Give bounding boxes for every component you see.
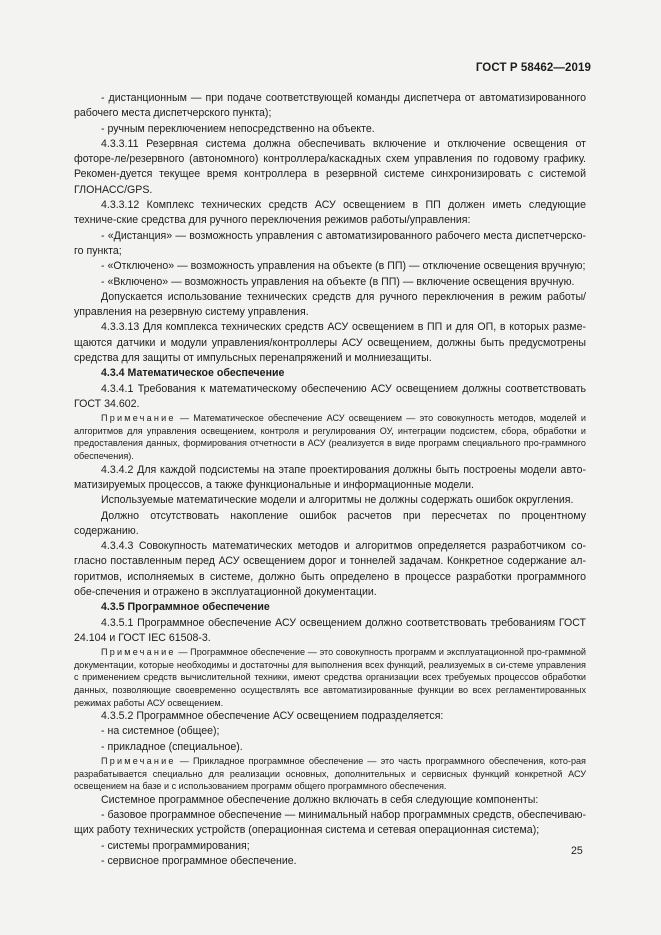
list-item: - системы программирования; — [101, 839, 250, 852]
note-text: — Прикладное программное обеспечение — это часть программного обеспечения, кото-рая разрабатывается специально для реализации основных, дополнительных и сервисных функций конкретной АСУ освещением на базе и с использованием программ общего программного обеспечения. — [74, 756, 586, 792]
note-text: — Математическое обеспечение АСУ освещением — это совокупность методов, моделей и алгоритмов для управления освещением, контроля и регулирования ОУ, интеграции подсистем, сбора, обработки и предоставления данных, формирования отчетности в АСУ (реализуется в виде программ специального про-граммного обеспечения). — [74, 413, 586, 462]
section-heading: 4.3.5 Программное обеспечение — [101, 601, 270, 614]
list-item: - «Включено» — возможность управления на объекте (в ПП) — включение освещения вручную. — [101, 275, 575, 288]
list-item: - дистанционным — при подаче соответствующей команды диспетчера от автоматизированного рабочего места диспетчерского пункта); — [74, 92, 586, 120]
note — [74, 412, 586, 462]
list-item: - ручным переключением непосредственно на объекте. — [101, 122, 375, 135]
paragraph: 4.3.3.13 Для комплекса технических средств АСУ освещением в ПП и для ОП, в которых разме-щаются датчики и модули управления/контроллеры АСУ освещением, должны быть предусмотрены средства для защиты от импульсных перенапряжений и молниезащиты. — [74, 321, 586, 365]
paragraph: Используемые математические модели и алгоритмы не должны содержать ошибок округления. — [101, 494, 574, 507]
section-heading: 4.3.4 Математическое обеспечение — [101, 367, 285, 380]
document-header: ГОСТ Р 58462—2019 — [475, 62, 591, 74]
list-item: - базовое программное обеспечение — минимальный набор программных средств, обеспечиваю-щих работу технических устройств (операционная система и сетевая операционная система); — [74, 809, 586, 837]
note-label: Примечание — [101, 647, 176, 658]
paragraph: Допускается использование технических средств для ручного переключения в режим работы/управления на резервную систему управления. — [74, 290, 586, 319]
note — [74, 646, 586, 709]
paragraph: 4.3.4.2 Для каждой подсистемы на этапе проектирования должны быть построены модели авто-матизируемых процессов, а также функциональные и информационные модели. — [74, 463, 586, 491]
paragraph: 4.3.3.12 Комплекс технических средств АСУ освещением в ПП должен иметь следующие техниче-ские средства для ручного переключения режимов работы/управления: — [74, 199, 586, 227]
note-label: Примечание — [101, 413, 176, 424]
paragraph: Должно отсутствовать накопление ошибок расчетов при пересчетах по процентному содержанию. — [74, 509, 586, 537]
paragraph: 4.3.5.2 Программное обеспечение АСУ освещением подразделяется: — [101, 710, 444, 723]
paragraph: Системное программное обеспечение должно включать в себя следующие компоненты: — [101, 793, 539, 806]
paragraph: 4.3.5.1 Программное обеспечение АСУ освещением должно соответствовать требованиям ГОСТ 24.104 и ГОСТ IEC 61508-3. — [74, 616, 586, 644]
list-item: - прикладное (специальное). — [101, 740, 243, 753]
list-item: - сервисное программное обеспечение. — [101, 855, 297, 867]
list-item: - «Отключено» — возможность управления на объекте (в ПП) — отключение освещения вручную; — [101, 260, 586, 273]
paragraph: 4.3.3.11 Резервная система должна обеспечивать включение и отключение освещения от фоторе-ле/резервного (автономного) контроллера/каскадных схем управления по годовому графику. Рекомен-дуется текущее время контроллера в резервной системе синхронизировать с системой ГЛОНАСС/GPS. — [74, 137, 586, 196]
list-item: - на системное (общее); — [101, 725, 220, 738]
note-label: Примечание — [101, 756, 176, 767]
list-item: - «Дистанция» — возможность управления с автоматизированного рабочего места диспетчерско-го пункта; — [74, 229, 586, 257]
paragraph: 4.3.4.3 Совокупность математических методов и алгоритмов определяется разработчиком со-гласно поставленным перед АСУ освещением дорог и тоннелей задачам. Конкретное содержание ал-горитмов, исполняемых в системе, должно быть определено в процессе разработки программного обе-спечения и отражено в эксплуатационной документации. — [74, 540, 586, 598]
page-number: 25 — [571, 845, 583, 857]
note-text: — Программное обеспечение — это совокупность программ и эксплуатационной про-граммной документации, которые необходимы и достаточны для выполнения всех функций, реализуемых в си-стеме управления с применением средств вычислительной техники, имеют средства организации всех требуемых процессов обработки данных, позволяющие своевременно осуществлять все автоматизированные функции во всех регламентированных режимах работы АСУ освещением. — [74, 647, 586, 708]
paragraph: 4.3.4.1 Требования к математическому обеспечению АСУ освещением должны соответствовать ГОСТ 34.602. — [74, 382, 586, 410]
note — [74, 755, 586, 793]
document-body — [74, 91, 586, 869]
